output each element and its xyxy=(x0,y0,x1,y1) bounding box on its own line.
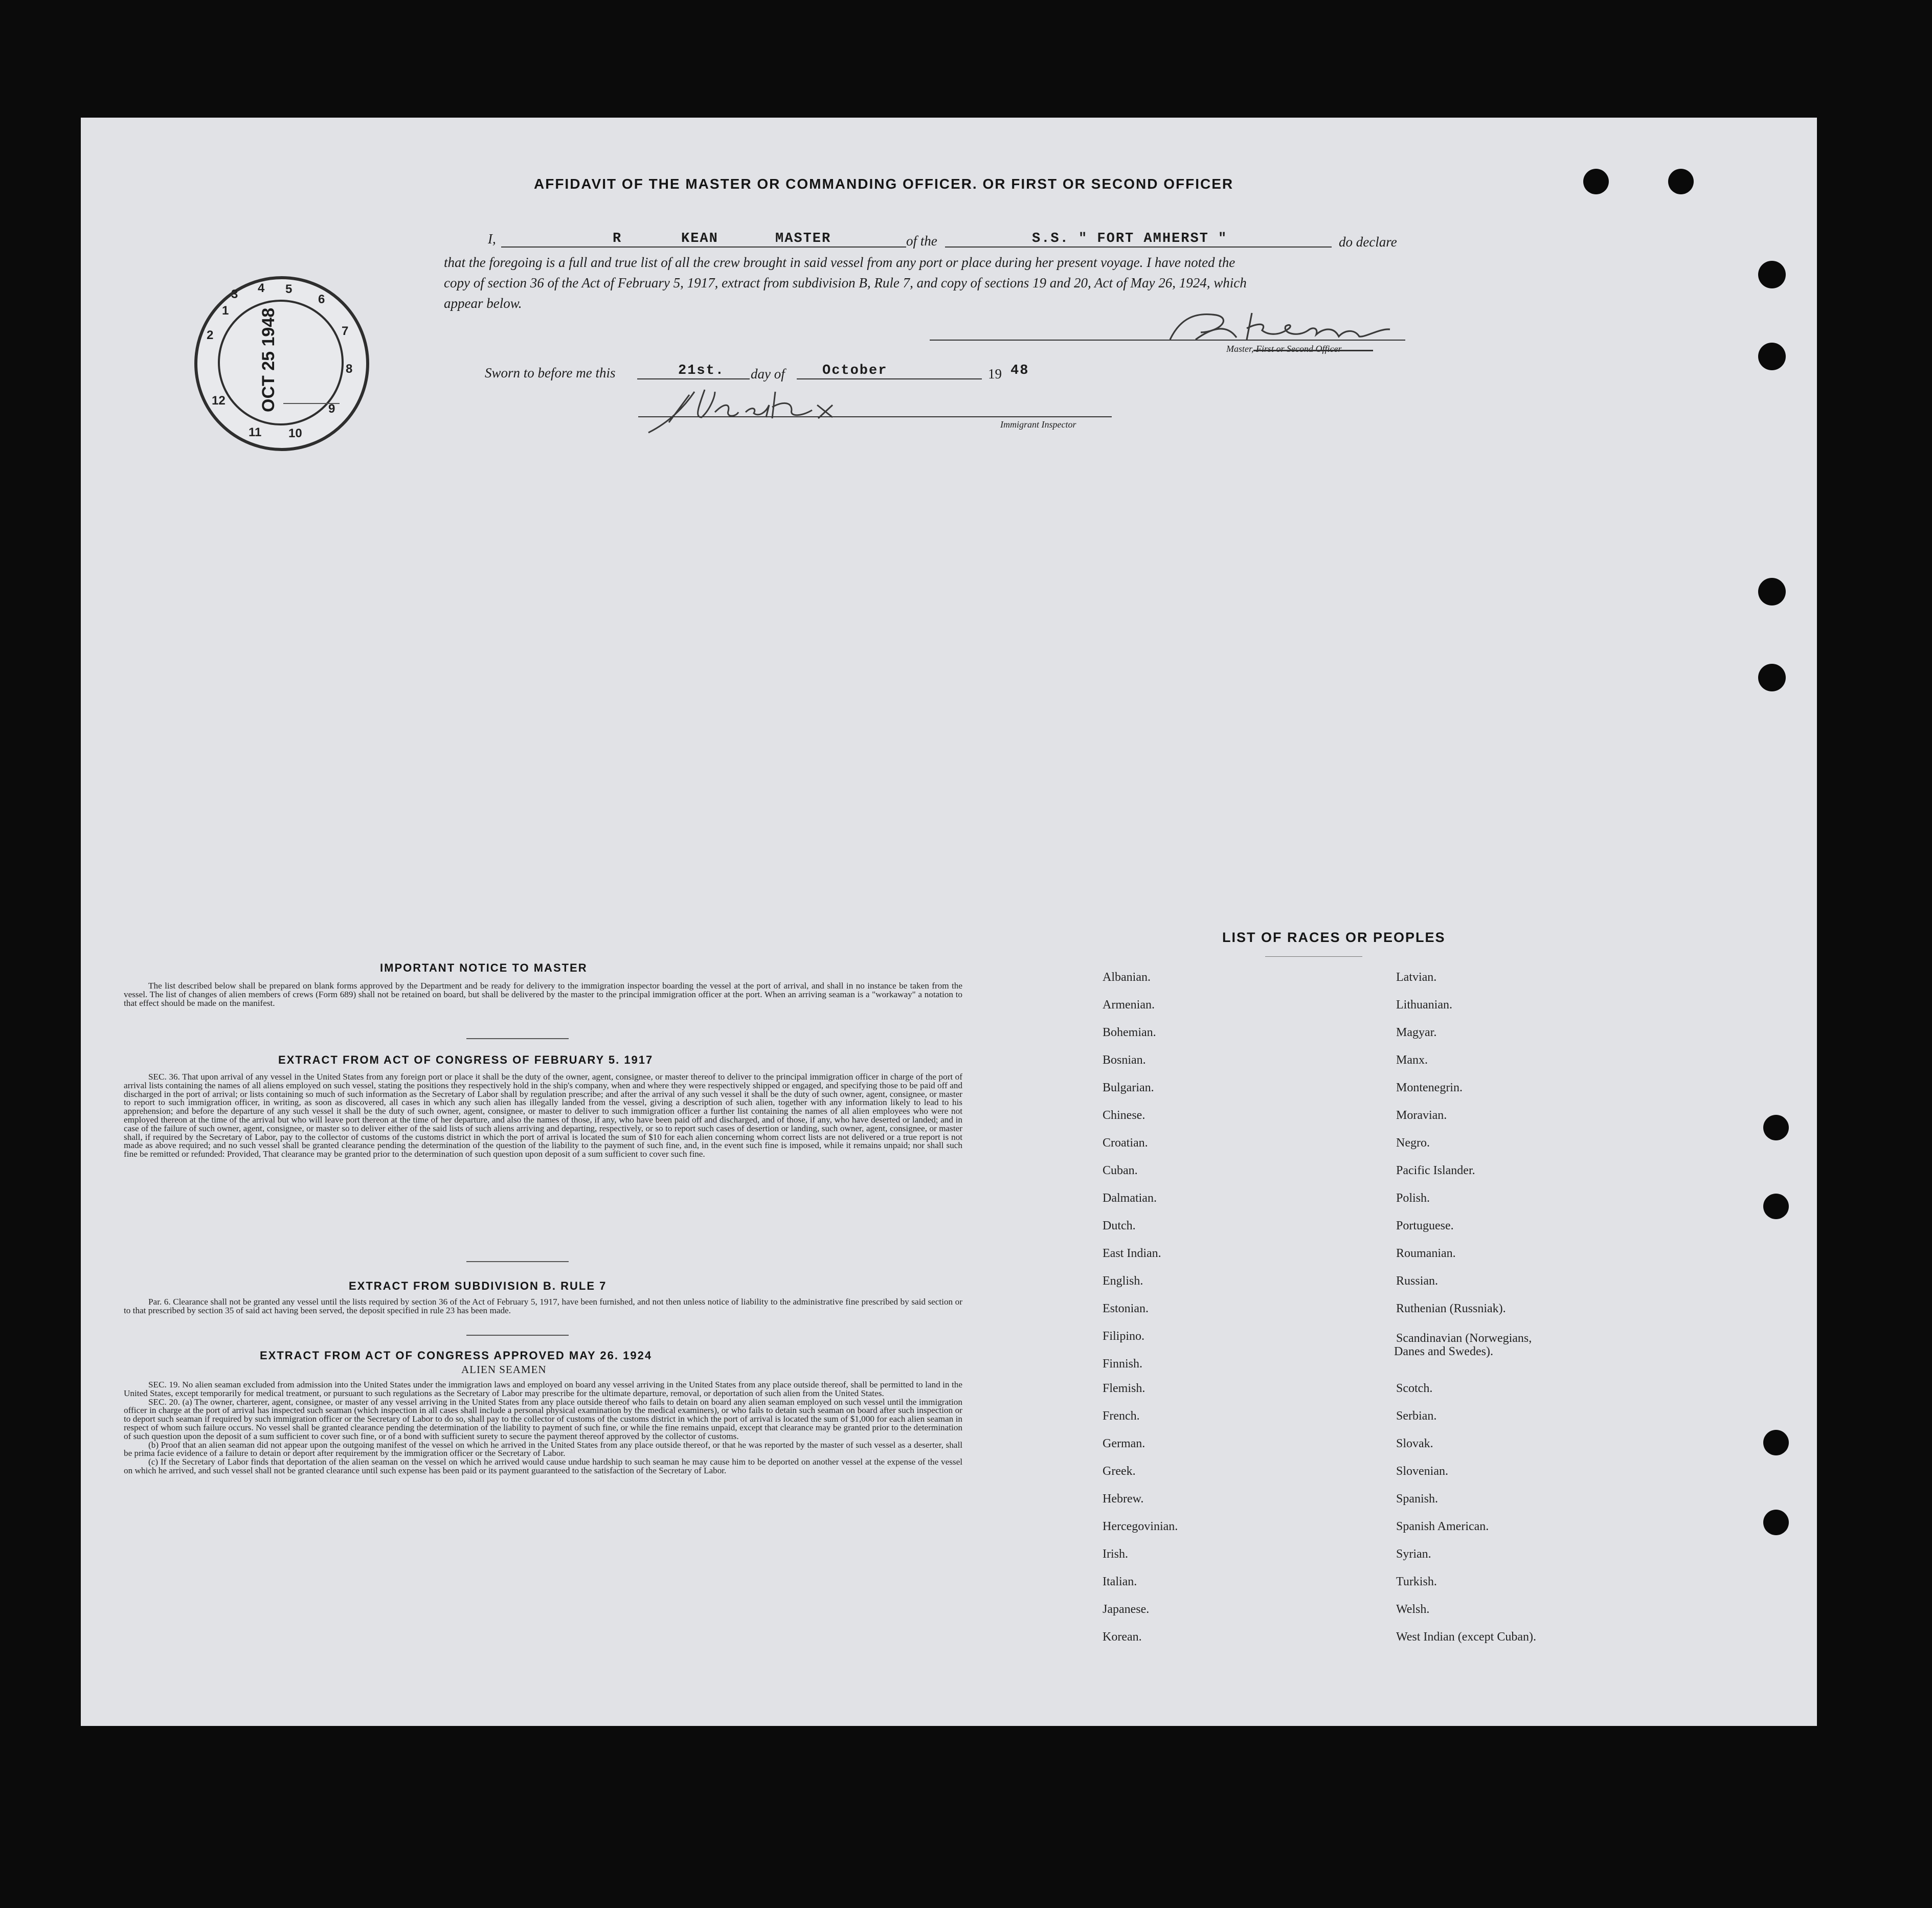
notice-paragraph: The list described below shall be prepared on blank forms approved by the Department and be ready for delivery to the immigration inspector boarding the vessel at the port of arrival, and shall in no instance be taken from the vessel. The list of changes of alien members of crews (Form 689) shall not be retained on board, but shall be delivered by the master to the principal immigration officer at the port. When an arriving seaman is a "workaway" a notation to that effect should be made on the manifest. xyxy=(124,981,962,1008)
race-item: Magyar. xyxy=(1396,1026,1437,1039)
stamp-number: 1 xyxy=(222,304,229,318)
race-item: Filipino. xyxy=(1103,1330,1145,1343)
race-item: Spanish. xyxy=(1396,1492,1439,1506)
punch-hole xyxy=(1763,1510,1789,1535)
punch-hole xyxy=(1758,343,1786,370)
i-label: I, xyxy=(488,231,496,246)
race-item: Turkish. xyxy=(1396,1575,1437,1588)
master-signature-caption: Master, First or Second Officer xyxy=(1226,344,1342,354)
strikeout xyxy=(1253,350,1373,351)
race-item: Dutch. xyxy=(1103,1219,1136,1232)
stamp-number: 3 xyxy=(231,287,238,301)
affidavit-title: AFFIDAVIT OF THE MASTER OR COMMANDING OFFICER. OR FIRST OR SECOND OFFICER xyxy=(534,176,1234,192)
stamp-number: 11 xyxy=(249,425,262,439)
sworn-day: 21st. xyxy=(678,363,725,378)
sworn-month: October xyxy=(822,363,888,378)
day-of-label: day of xyxy=(751,366,785,381)
sworn-day-line xyxy=(637,378,750,379)
stamp-number: 4 xyxy=(258,281,265,295)
section-divider xyxy=(466,1335,569,1336)
stamp-number: 2 xyxy=(207,328,214,342)
race-item: Armenian. xyxy=(1103,998,1155,1012)
race-item: Latvian. xyxy=(1396,971,1437,984)
race-item: Dalmatian. xyxy=(1103,1192,1157,1205)
race-item: Korean. xyxy=(1103,1630,1142,1644)
stamp-number: 8 xyxy=(346,362,353,376)
race-item: Manx. xyxy=(1396,1053,1428,1067)
race-item: Finnish. xyxy=(1103,1357,1143,1371)
stamp-number: 7 xyxy=(342,324,349,338)
officer-rank: MASTER xyxy=(775,231,832,246)
race-item: Bulgarian. xyxy=(1103,1081,1154,1094)
section-20b-paragraph: (b) Proof that an alien seaman did not appear upon the outgoing manifest of the vessel on which he arrived in the United States from any place outside thereof, or that he was reported by the master of such vessel as a deserter, shall be prima facie evidence of a failure to detain or deport after requirement by the immigration officer or the Secretary of Labor. xyxy=(124,1440,962,1458)
section-20c-paragraph: (c) If the Secretary of Labor finds that deportation of the alien seaman on the vessel on which he arrived would cause undue hardship to such seaman he may cause him to be deported on another vessel at the expense of the vessel on which he arrived, and such vessel shall not be granted clearance until such expense has been paid or its payment guaranteed to the satisfaction of the Secretary of Labor. xyxy=(124,1457,962,1475)
race-item: Hebrew. xyxy=(1103,1492,1144,1506)
section-divider xyxy=(466,1038,569,1039)
race-item: Hercegovinian. xyxy=(1103,1520,1178,1533)
race-item: Greek. xyxy=(1103,1465,1136,1478)
punch-hole xyxy=(1758,664,1786,691)
officer-name-line xyxy=(501,246,906,248)
stamp-number: 9 xyxy=(328,402,335,416)
immigration-date-stamp xyxy=(194,276,369,451)
race-item: Spanish American. xyxy=(1396,1520,1489,1533)
race-item: English. xyxy=(1103,1274,1143,1288)
race-item: Polish. xyxy=(1396,1192,1430,1205)
race-item: Ruthenian (Russniak). xyxy=(1396,1302,1506,1315)
race-item: Scotch. xyxy=(1396,1382,1433,1395)
race-item: Scandinavian (Norwegians, xyxy=(1396,1332,1532,1345)
race-item: Welsh. xyxy=(1396,1603,1430,1616)
races-title: LIST OF RACES OR PEOPLES xyxy=(1222,930,1446,945)
race-item: Bosnian. xyxy=(1103,1053,1146,1067)
master-signature xyxy=(1165,308,1400,349)
sworn-month-line xyxy=(797,378,982,379)
race-item: Chinese. xyxy=(1103,1109,1145,1122)
race-item: Italian. xyxy=(1103,1575,1137,1588)
race-item: Pacific Islander. xyxy=(1396,1164,1475,1177)
race-item: Slovak. xyxy=(1396,1437,1433,1450)
stamp-number: 12 xyxy=(212,394,226,408)
race-item: Cuban. xyxy=(1103,1164,1138,1177)
year-suffix: 48 xyxy=(1010,363,1029,378)
section-36-paragraph: SEC. 36. That upon arrival of any vessel in the United States from any foreign port or place it shall be the duty of the owner, agent, consignee, or master thereof to deliver to the principal immigration officer in charge of the port of arrival lists containing the names of all aliens employed on such vessel, stating the positions they respectively hold in the ship's company, when and where they were respectively shipped or engaged, and specifying those to be paid off and discharged in the port of arrival; or lists containing so much of such information as the Secretary of Labor shall by regulation prescribe; and after the arrival of any such vessel it shall be the duty of such owner, agent, consignee, or master to report to such immigration officer, in writing, as soon as discovered, all cases in which any such alien has illegally landed from the vessel, giving a description of such alien, together with any information likely to lead to his apprehension; and before the departure of any such vessel it shall be the duty of such owner, agent, consignee, or master to deliver to such immigration officer a further list containing the names of all alien employees who were not employed thereon at the time of the arrival but who will leave port thereon at the time of her departure, and also the names of those, if any, who have been paid off and discharged, and of those, if any, who have deserted or landed; and in case of the failure of such owner, agent, consignee, or master so to deliver either of the said lists of such aliens arriving and departing, respectively, or so to report such cases of desertion or landing, such owner, agent, consignee, or master shall, if required by the Secretary of Labor, pay to the collector of customs of the customs district in which the port of arrival is located the sum of $10 for each alien concerning whom correct lists are not delivered or a true report is not made as above required; and no such vessel shall be granted clearance pending the determination of the question of the liability to the payment of such fine, and, in the event such fine is imposed, while it remains unpaid; nor shall such fine be remitted or refunded: Provided, That clearance may be granted prior to the determination of such question upon deposit of a sum sufficient to cover such fine. xyxy=(124,1072,962,1159)
declaration-line-2: that the foregoing is a full and true list of all the crew brought in said vessel from any port or place during her present voyage. I have noted the xyxy=(444,255,1235,270)
race-item: Moravian. xyxy=(1396,1109,1447,1122)
section-divider xyxy=(466,1261,569,1262)
punch-hole xyxy=(1763,1194,1789,1219)
race-item: Irish. xyxy=(1103,1547,1128,1561)
section-19-paragraph: SEC. 19. No alien seaman excluded from admission into the United States under the immigration laws and employed on board any vessel arriving in the United States from any place outside thereof, shall be permitted to land in the United States, except temporarily for medical treatment, or pursuant to such regulations as the Secretary of Labor may prescribe for the ultimate departure, removal, or deportation of such alien from the United States. xyxy=(124,1380,962,1398)
race-item: Montenegrin. xyxy=(1396,1081,1463,1094)
stamp-date: OCT 25 1948 xyxy=(259,307,278,412)
inspector-signature xyxy=(638,381,853,438)
race-item: German. xyxy=(1103,1437,1145,1450)
race-item: Portuguese. xyxy=(1396,1219,1454,1232)
extract-1924-text xyxy=(124,1381,962,1475)
punch-hole xyxy=(1668,169,1694,194)
race-item: French. xyxy=(1103,1409,1140,1423)
race-item: Japanese. xyxy=(1103,1603,1150,1616)
stamp-office-text xyxy=(283,311,340,404)
extract-1917-title: EXTRACT FROM ACT OF CONGRESS OF FEBRUARY 5. 1917 xyxy=(278,1053,654,1066)
race-item: Danes and Swedes). xyxy=(1394,1345,1493,1358)
extract-1924-title: EXTRACT FROM ACT OF CONGRESS APPROVED MAY 26. 1924 xyxy=(260,1349,653,1362)
inspector-label: Immigrant Inspector xyxy=(1000,419,1076,430)
punch-hole xyxy=(1763,1430,1789,1455)
vessel-name: S.S. " FORT AMHERST " xyxy=(1032,231,1228,246)
section-20a-paragraph: SEC. 20. (a) The owner, charterer, agent, consignee, or master of any vessel arriving in the United States from any place outside thereof who fails to detain on board any alien seaman employed on such vessel until the immigration officer in charge at the port of arrival has inspected such seaman (which inspection in all cases shall include a personal physical examination by the medical examiners), or who fails to detain such seaman on board after such inspection or to deport such seaman if required by such immigration officer or the Secretary of Labor to do so, shall pay to the collector of customs of the customs district in which the port of arrival is located the sum of $1,000 for each alien seaman in respect of whom such failure occurs. No vessel shall be granted clearance pending the determination of the liability to payment of such fine, or while the fine remains unpaid, except that clearance may be granted prior to the determination of such question upon the deposit of a sum sufficient to cover such fine, or of a bond with sufficient surety to secure the payment thereof approved by the collector of customs. xyxy=(124,1397,962,1441)
alien-seamen-subtitle: ALIEN SEAMEN xyxy=(461,1363,547,1376)
stamp-number: 6 xyxy=(318,293,325,306)
vessel-name-line xyxy=(945,246,1332,248)
race-item: Negro. xyxy=(1396,1136,1430,1150)
race-item: Russian. xyxy=(1396,1274,1439,1288)
rule-7-paragraph: Par. 6. Clearance shall not be granted any vessel until the lists required by section 36 of the Act of February 5, 1917, have been furnished, and not then unless notice of liability to the administrative fine prescribed by said section or to that prescribed by section 35 of said act having been served, the deposit specified in rule 23 has been made. xyxy=(124,1297,962,1315)
race-item: Serbian. xyxy=(1396,1409,1437,1423)
punch-hole xyxy=(1583,169,1609,194)
race-item: Syrian. xyxy=(1396,1547,1431,1561)
sworn-label: Sworn to before me this xyxy=(485,365,616,380)
year-prefix: 19 xyxy=(988,366,1002,381)
race-item: Flemish. xyxy=(1103,1382,1145,1395)
punch-hole xyxy=(1758,261,1786,288)
race-item: Lithuanian. xyxy=(1396,998,1452,1012)
declaration-line-4: appear below. xyxy=(444,296,522,311)
rule-7-text xyxy=(124,1298,962,1315)
declaration-line-3: copy of section 36 of the Act of February 5, 1917, extract from subdivision B, Rule 7, and copy of sections 19 and 20, Act of May 26, 1924, which xyxy=(444,275,1247,290)
stamp-number: 10 xyxy=(288,427,302,440)
race-item: Slovenian. xyxy=(1396,1465,1448,1478)
extract-1917-text xyxy=(124,1073,962,1159)
rule-7-title: EXTRACT FROM SUBDIVISION B. RULE 7 xyxy=(349,1280,607,1292)
race-item: Estonian. xyxy=(1103,1302,1149,1315)
stamp-number: 5 xyxy=(285,282,293,296)
notice-title: IMPORTANT NOTICE TO MASTER xyxy=(380,961,588,974)
officer-initial: R xyxy=(613,231,622,246)
race-item: Roumanian. xyxy=(1396,1247,1456,1260)
race-item: Croatian. xyxy=(1103,1136,1148,1150)
do-declare-label: do declare xyxy=(1339,234,1397,250)
of-the-label: of the xyxy=(906,233,937,249)
punch-hole xyxy=(1763,1115,1789,1140)
race-item: Bohemian. xyxy=(1103,1026,1156,1039)
document-page xyxy=(81,118,1817,1726)
race-item: East Indian. xyxy=(1103,1247,1161,1260)
officer-surname: KEAN xyxy=(681,231,718,246)
notice-text xyxy=(124,982,962,1007)
races-divider xyxy=(1265,956,1362,957)
race-item: Albanian. xyxy=(1103,971,1151,984)
punch-hole xyxy=(1758,578,1786,605)
race-item: West Indian (except Cuban). xyxy=(1396,1630,1536,1644)
